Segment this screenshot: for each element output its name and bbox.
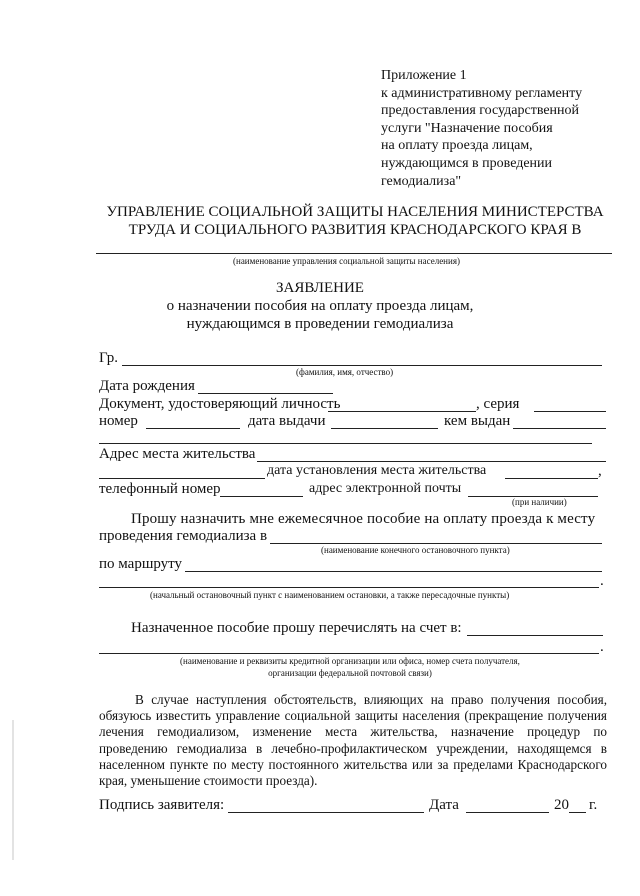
scan-artifact [12,720,14,860]
request-text-line-2: проведения гемодиализа в [99,528,268,544]
series-label: , серия [476,396,520,412]
appendix-line: нуждающимся в проведении [381,155,553,171]
number-field[interactable] [146,428,240,429]
date-field[interactable] [466,812,549,813]
account-field[interactable] [467,635,603,636]
bank-caption-line-2: организации федеральной почтовой связи) [268,668,432,678]
year-field[interactable] [569,812,586,813]
account-field-continued[interactable] [99,653,599,654]
fio-field[interactable] [122,365,602,366]
email-caption: (при наличии) [512,497,567,507]
address-label: Адрес места жительства [99,446,256,462]
document-label: Документ, удостоверяющий личность [99,396,341,412]
organization-caption: (наименование управления социальной защиты населения) [233,256,460,266]
issued-by-field[interactable] [513,428,606,429]
organization-fill-line[interactable] [96,253,612,254]
document-subtitle-1: о назначении пособия на оплату проезда лицам, [166,298,474,314]
address-date-field[interactable] [505,478,598,479]
dob-label: Дата рождения [99,378,195,394]
appendix-line: на оплату проезда лицам, [381,138,533,154]
email-label: адрес электронной почты [309,481,462,496]
phone-field[interactable] [220,496,303,497]
date-label: Дата [429,797,459,813]
account-label: Назначенное пособие прошу перечислять на счет в: [131,620,462,636]
appendix-block [381,67,582,190]
address-field-continued[interactable] [99,478,265,479]
dob-field[interactable] [198,393,333,394]
appendix-line: предоставления государственной [381,103,580,119]
appendix-line: Приложение 1 [381,68,467,83]
document-subtitle-2: нуждающимся в проведении гемодиализа [186,316,454,332]
signature-field[interactable] [228,812,424,813]
organization-line-1: УПРАВЛЕНИЕ СОЦИАЛЬНОЙ ЗАЩИТЫ НАСЕЛЕНИЯ МИНИСТЕРСТВА [106,204,604,220]
document-title: ЗАЯВЛЕНИЕ [276,280,364,296]
signature-label: Подпись заявителя: [99,797,225,813]
appendix-line: гемодиализа" [381,173,462,189]
issue-date-field[interactable] [331,428,438,429]
issue-date-label: дата выдачи [248,413,326,429]
request-text-line-1: Прошу назначить мне ежемесячное пособие на оплату проезда к месту [131,511,596,527]
route-label: по маршруту [99,556,183,572]
address-field[interactable] [257,461,606,462]
issued-by-field-continued[interactable] [99,443,592,444]
endpoint-caption: (наименование конечного остановочного пункта) [321,545,510,555]
document-type-field[interactable] [328,411,476,412]
notice-paragraph [99,692,607,789]
year-suffix: г. [589,797,598,813]
year-prefix: 20 [554,797,569,813]
appendix-line: услуги "Назначение пособия [381,120,553,136]
address-date-comma: , [598,463,602,479]
route-field-continued[interactable] [99,587,599,588]
account-end-dot: . [600,639,604,655]
bank-caption-line-1: (наименование и реквизиты кредитной организации или офиса, номер счета получателя, [180,656,520,666]
gr-label: Гр. [99,350,118,366]
fio-caption: (фамилия, имя, отчество) [296,367,394,377]
number-label: номер [99,413,138,429]
route-end-dot: . [600,573,604,589]
route-caption: (начальный остановочный пункт с наименованием остановки, а также пересадочные пункты) [150,590,510,600]
endpoint-field[interactable] [270,543,602,544]
route-field[interactable] [185,571,602,572]
appendix-line: к административному регламенту [381,85,583,101]
notice-text: В случае наступления обстоятельств, влияющих на право получения пособия, обязуюсь известить управление социальной защиты населения (прекращение получения лечения гемодиализом, изменение места жительства, назначение процедур по проведению гемодиализа в лечебно-профилактическом учреждении, находящемся в населенном пункте по месту постоянного жительства или за пределами Краснодарского края, уменьшение стоимости проезда). [99,692,607,789]
series-field[interactable] [534,411,606,412]
address-date-label: дата установления места жительства [267,463,487,478]
organization-line-2: ТРУДА И СОЦИАЛЬНОГО РАЗВИТИЯ КРАСНОДАРСКОГО КРАЯ В [128,222,582,238]
phone-label: телефонный номер [99,481,221,497]
issued-by-label: кем выдан [444,413,511,429]
